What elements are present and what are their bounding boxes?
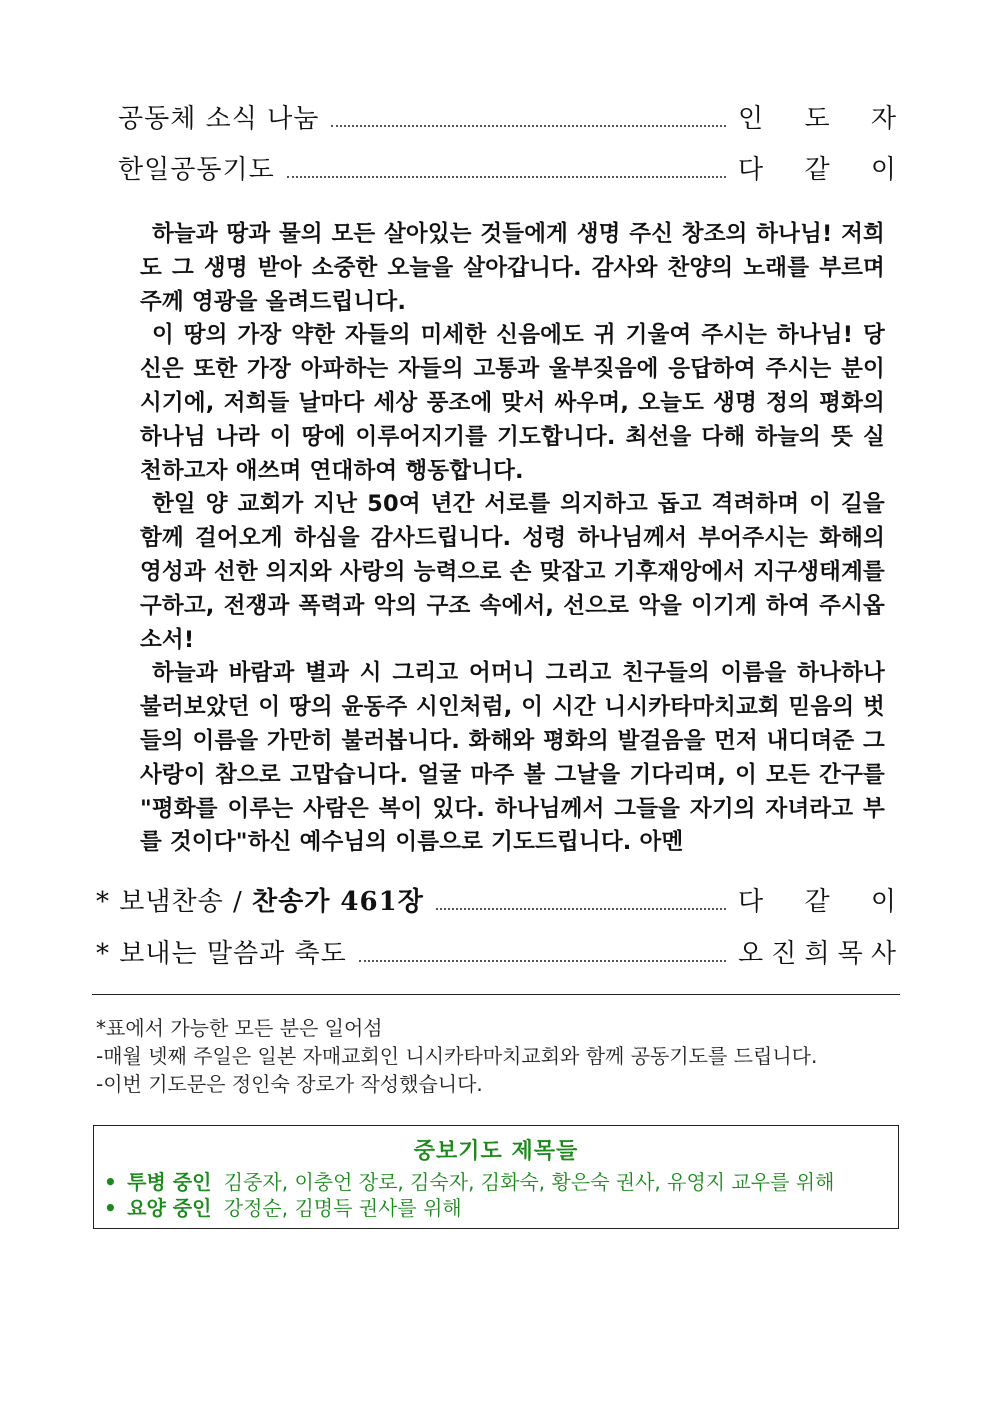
intercession-box xyxy=(93,1125,899,1229)
order-item-role: 인 도 자 xyxy=(738,104,896,134)
dot-leader xyxy=(436,906,726,910)
prayer-paragraph: 하늘과 땅과 물의 모든 살아있는 것들에게 생명 주신 창조의 하나님! 저희도 그 생명 받아 소중한 오늘을 살아갑니다. 감사와 찬양의 노래를 부르며 주께 영광을 올려드립니다. xyxy=(140,221,885,315)
intercession-category: 요양 중인 xyxy=(127,1196,212,1220)
prayer-text xyxy=(140,218,885,860)
order-item-title: * 보내는 말씀과 축도 xyxy=(96,939,347,969)
bullet-icon: • xyxy=(104,1170,117,1194)
divider xyxy=(92,994,900,995)
intercession-item xyxy=(94,1195,898,1221)
order-item-joint-prayer xyxy=(118,154,896,186)
notes xyxy=(96,1014,906,1098)
intercession-item xyxy=(94,1169,898,1195)
prayer-paragraph: 하늘과 바람과 별과 시 그리고 어머니 그리고 친구들의 이름을 하나하나 불러보았던 이 땅의 윤동주 시인처럼, 이 시간 니시카타마치교회 믿음의 벗들의 이름을 가만히 불러봅니다. 화해와 평화의 발걸음을 먼저 내디뎌준 그 사랑이 참으로 고맙습니다. 얼굴 마주 볼 그날을 기다리며, 이 모든 간구를 "평화를 이루는 사람은 복이 있다. 하나님께서 그들을 자기의 자녀라고 부를 것이다"하신 예수님의 이름으로 기도드립니다. 아멘 xyxy=(140,660,885,856)
order-item-title: 한일공동기도 xyxy=(118,155,275,185)
order-item-sending-hymn xyxy=(96,886,896,918)
dot-leader xyxy=(359,958,726,962)
dot-leader xyxy=(331,123,726,127)
intercession-text: 강정순, 김명득 권사를 위해 xyxy=(223,1196,462,1220)
prayer-paragraph: 한일 양 교회가 지난 50여 년간 서로를 의지하고 돕고 격려하며 이 길을 함께 걸어오게 하심을 감사드립니다. 성령 하나님께서 부어주시는 화해의 영성과 선한 의지와 사랑의 능력으로 손 맞잡고 기후재앙에서 지구생태계를 구하고, 전쟁과 폭력과 악의 구조 속에서, 선으로 악을 이기게 하여 주시옵소서! xyxy=(140,491,885,653)
bullet-icon: • xyxy=(104,1196,117,1220)
order-item-role: 다 같 이 xyxy=(738,155,896,185)
note-line: -매월 넷째 주일은 일본 자매교회인 니시카타마치교회와 함께 공동기도를 드립니다. xyxy=(96,1044,818,1068)
order-item-title: 공동체 소식 나눔 xyxy=(118,104,320,134)
order-item-role: 오 진 희 목 사 xyxy=(738,939,896,969)
order-item-benediction xyxy=(96,938,896,970)
order-item-role: 다 같 이 xyxy=(738,887,896,917)
hymn-number: 찬송가 461장 xyxy=(252,887,424,917)
prayer-paragraph: 이 땅의 가장 약한 자들의 미세한 신음에도 귀 기울여 주시는 하나님! 당신은 또한 가장 아파하는 자들의 고통과 울부짖음에 응답하여 주시는 분이시기에, 저희들 날마다 세상 풍조에 맞서 싸우며, 오늘도 생명 정의 평화의 하나님 나라 이 땅에 이루어지기를 기도합니다. 최선을 다해 하늘의 뜻 실천하고자 애쓰며 연대하여 행동합니다. xyxy=(140,322,885,484)
intercession-title: 중보기도 제목들 xyxy=(413,1139,579,1164)
dot-leader xyxy=(287,174,726,178)
intercession-category: 투병 중인 xyxy=(127,1170,212,1194)
intercession-text: 김중자, 이충언 장로, 김숙자, 김화숙, 황은숙 권사, 유영지 교우를 위해 xyxy=(223,1170,835,1194)
note-line: -이번 기도문은 정인숙 장로가 작성했습니다. xyxy=(96,1072,483,1096)
order-item-title: * 보냄찬송 / 찬송가 461장 xyxy=(96,887,424,917)
note-line: *표에서 가능한 모든 분은 일어섬 xyxy=(96,1016,383,1040)
order-item-community-news xyxy=(118,103,896,135)
